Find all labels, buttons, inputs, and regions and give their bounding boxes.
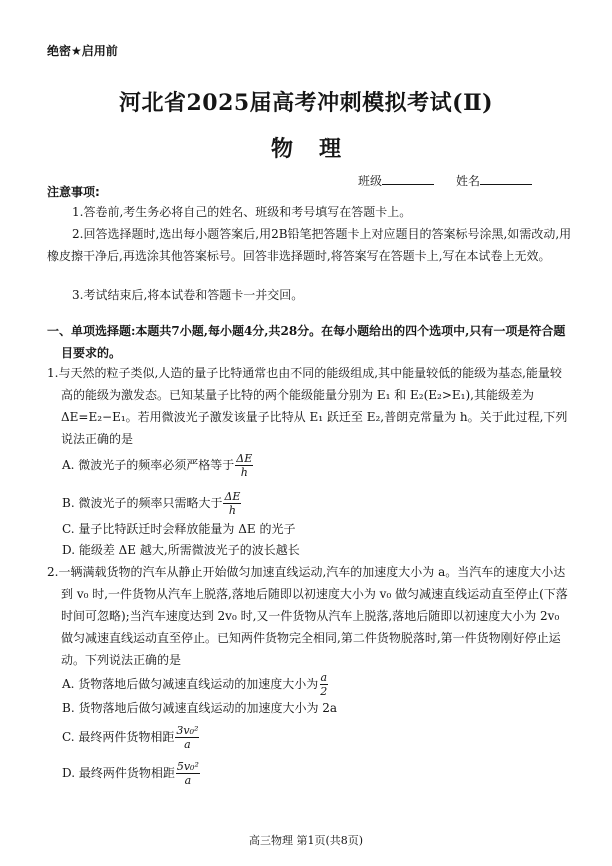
fraction-numerator: 3v₀² xyxy=(176,724,199,737)
fraction-numerator: ΔE xyxy=(236,452,253,465)
q2-option-d-fraction xyxy=(176,760,200,787)
q1-option-d: D. 能级差 ΔE 越大,所需微波光子的波长越长 xyxy=(62,543,300,557)
q1-option-a xyxy=(62,452,253,479)
section-heading: 一、单项选择题:本题共7小题,每小题4分,共28分。在每小题给出的四个选项中,只有一项是符合题目要求的。 xyxy=(47,324,566,360)
fraction-denominator: h xyxy=(240,466,248,479)
q1-option-c: C. 量子比特跃迁时会释放能量为 ΔE 的光子 xyxy=(62,522,296,536)
notice-item-3: 3.考试结束后,将本试卷和答题卡一并交回。 xyxy=(72,288,304,302)
q2-option-d xyxy=(62,760,200,787)
q2-option-a-fraction xyxy=(319,671,328,698)
q2-option-a-text: A. 货物落地后做匀减速直线运动的加速度大小为 xyxy=(62,677,319,691)
q1-option-a-fraction xyxy=(235,452,253,479)
fraction-denominator: 2 xyxy=(320,685,328,698)
page-footer: 高三物理 第1页(共8页) xyxy=(248,834,364,847)
subject-title xyxy=(0,132,612,163)
q2-option-a xyxy=(62,671,328,698)
q1-option-b-fraction xyxy=(223,490,241,517)
confidential-mark: 绝密★启用前 xyxy=(47,44,118,58)
q2-option-b: B. 货物落地后做匀减速直线运动的加速度大小为 2a xyxy=(62,701,338,715)
question-2-stem: 2.一辆满载货物的汽车从静止开始做匀加速直线运动,汽车的加速度大小为 a。当汽车的速度大小达到 v₀ 时,一件货物从汽车上脱落,落地后随即以初速度大小为 v₀ 做匀减速直线运动直至停止(下落时间可忽略);当汽车速度达到 2v₀ 时,又一件货物从汽车上脱落,落地后随即以初速度大小为 2v₀ 做匀减速直线运动直至停止。已知两件货物完全相同,第二件货物脱落时,第一件货物刚好停止运动。下列说法正确的是 xyxy=(47,565,568,667)
exam-title: 河北省2025届高考冲刺模拟考试(Ⅱ) xyxy=(118,90,494,116)
notice-item-1: 1.答卷前,考生务必将自己的姓名、班级和考号填写在答题卡上。 xyxy=(72,205,412,219)
fraction-numerator: a xyxy=(320,671,328,684)
fraction-denominator: a xyxy=(184,738,191,751)
fraction-denominator: h xyxy=(228,504,236,517)
fraction-numerator: 5v₀² xyxy=(176,760,199,773)
class-label: 班级 xyxy=(358,174,383,188)
student-info-fields xyxy=(358,172,532,189)
subject-char-2: 理 xyxy=(319,137,342,162)
q2-option-c-fraction xyxy=(175,724,199,751)
q2-option-d-text: D. 最终两件货物相距 xyxy=(62,766,175,780)
q1-option-a-text: A. 微波光子的频率必须严格等于 xyxy=(62,458,235,472)
name-blank[interactable] xyxy=(480,174,532,185)
class-blank[interactable] xyxy=(382,174,434,185)
q1-option-b-text: B. 微波光子的频率只需略大于 xyxy=(62,496,223,510)
name-label: 姓名 xyxy=(456,174,481,188)
question-1-stem: 1.与天然的粒子类似,人造的量子比特通常也由不同的能级组成,其中能量较低的能级为基态,能量较高的能级为激发态。已知某量子比特的两个能级能量分别为 E₁ 和 E₂(E₂>E₁),其能级差为 ΔE=E₂−E₁。若用微波光子激发该量子比特从 E₁ 跃迁至 E₂,普朗克常量为 h。关于此过程,下列说法正确的是 xyxy=(47,366,568,446)
q1-option-b xyxy=(62,490,241,517)
subject-char-1: 物 xyxy=(270,137,293,162)
q2-option-c xyxy=(62,724,199,751)
q2-option-c-text: C. 最终两件货物相距 xyxy=(62,730,175,744)
notice-heading: 注意事项: xyxy=(47,185,100,199)
fraction-denominator: a xyxy=(184,774,192,787)
fraction-numerator: ΔE xyxy=(224,490,241,503)
notice-item-2: 2.回答选择题时,选出每小题答案后,用2B铅笔把答题卡上对应题目的答案标号涂黑,如需改动,用橡皮擦干净后,再选涂其他答案标号。回答非选择题时,将答案写在答题卡上,写在本试卷上无效。 xyxy=(47,227,572,263)
